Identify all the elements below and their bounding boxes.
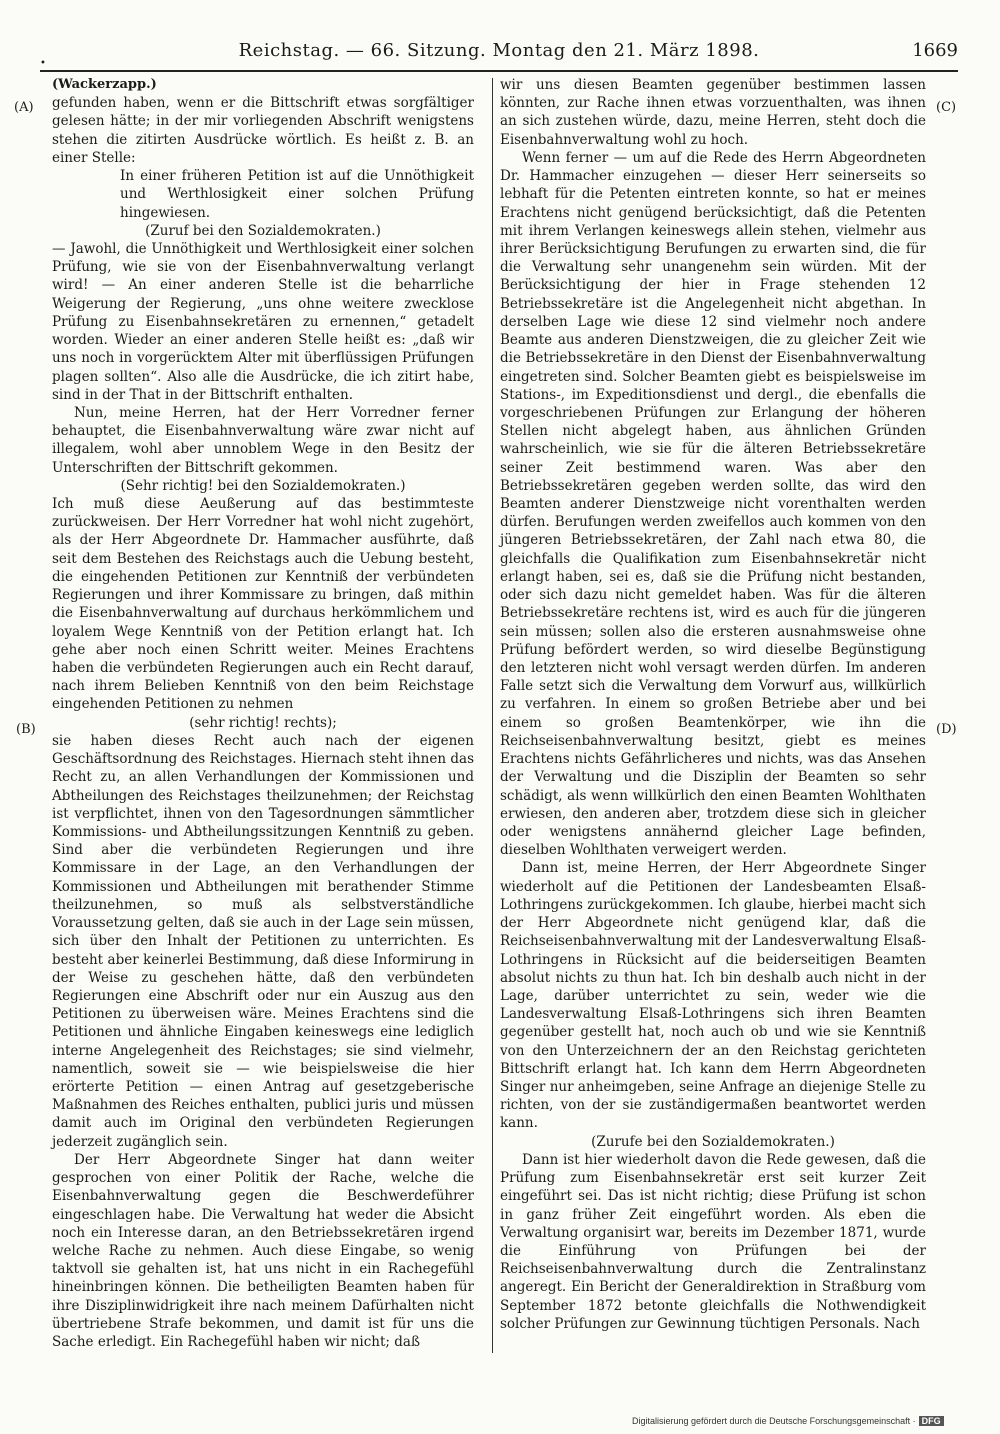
paragraph: Der Herr Abgeordnete Singer hat dann weiter gesprochen von einer Politik der Rache, welche die Eisenbahnverwaltung gegen die Beschwerdeführer eingeschlagen habe. Die Verwaltung hat weder die Absicht noch ein Interesse daran, an den Betriebssekretären irgend welche Rache zu nehmen. Auch diese Eingabe, so wenig taktvoll sie gehalten ist, hat uns nicht in ein Rachegefühl hineinbringen können. Die betheiligten Beamten haben für ihre Disziplinwidrigkeit ihre nach meinem Dafürhalten nicht übertriebene Strafe bekommen, und damit ist für uns die Sache erledigt. Ein Rachegefühl haben wir nicht; daß [52,1151,474,1351]
interjection: (sehr richtig! rechts); [189,714,337,731]
footer-text: Digitalisierung gefördert durch die Deutsche Forschungsgemeinschaft · [632,1416,916,1426]
paragraph: gefunden haben, wenn er die Bittschrift etwas sorgfältiger gelesen hätte; in der mir vorliegenden Abschrift wenigstens stehen die zitirten Ausdrücke wörtlich. Es heißt z. B. an einer Stelle: [52,95,474,166]
paragraph: wir uns diesen Beamten gegenüber bestimmen lassen könnten, zur Rache ihnen etwas vorzuenthalten, was ihnen an sich zustehen würde, dazu, meine Herren, steht doch die Eisenbahnverwaltung wohl zu hoch. [500,77,926,148]
paragraph: Wenn ferner — um auf die Rede des Herrn Abgeordneten Dr. Hammacher einzugehen — dieser Herr seinerseits so lebhaft für die Petenten eintreten konnte, so hat er meines Erachtens nicht genügend berücksichtigt, daß die Petenten mit ihrem Verlangen keineswegs allein stehen, vielmehr aus ihrer Berücksichtigung Berufungen zu erwarten sind, die für die Verwaltung sehr unangenehm sein würden. Mit der Berücksichtigung der hier in Frage stehenden 12 Betriebssekretäre ist die Angelegenheit nicht abgethan. In derselben Lage wie diese 12 sind vielmehr noch andere Beamte aus anderen Dienstzweigen, die zu gleicher Zeit wie die Betriebssekretäre in den Dienst der Eisenbahnverwaltung eingetreten sind. Solcher Beamten giebt es beispielsweise im Stations-, im Expeditionsdienst und dergl., die ebenfalls die vorgeschriebenen Prüfungen zur Erlangung der höheren Stellen nicht abgelegt haben, aus ähnlichen Gründen wahrscheinlich, wie sie für die älteren Betriebssekretäre seiner Zeit bestimmend waren. Was aber den Betriebssekretären gegeben werden sollte, das wird den Beamten anderer Dienstzweige nicht vorenthalten werden dürfen. Berufungen werden zweifellos auch kommen von den jüngeren Betriebssekretären, der Zahl nach etwa 80, die gleichfalls die Qualifikation zum Eisenbahnsekretär nicht erlangt haben, sei es, daß sie die Prüfung nicht bestanden, oder sich dazu nicht gemeldet haben. Was für die älteren Betriebssekretäre rechtens ist, wird es auch für die jüngeren sein müssen; sollen also die ersteren ausnahmsweise ohne Prüfung befördert werden, so wird dieselbe Begünstigung den letzteren nicht wohl versagt werden dürfen. Im anderen Falle setzt sich die Verwaltung dem Vorwurf aus, willkürlich zu verfahren. In einem so großen Betriebe aber und bei einem so großen Beamtenkörper, wie ihn die Reichseisenbahnverwaltung besitzt, giebt es meines Erachtens nichts Gefährlicheres und nichts, was das Ansehen der Verwaltung und die Disziplin der Beamten so sehr schädigt, als wenn willkürlich den einen Beamten Wohlthaten erwiesen, den anderen aber, trotzdem diese sich in gleicher oder wenigstens annähernd gleicher Lage befinden, dieselben Wohlthaten verweigert werden. [500,149,926,859]
interjection: (Sehr richtig! bei den Sozialdemokraten.) [120,477,406,494]
paragraph: sie haben dieses Recht auch nach der eigenen Geschäftsordnung des Reichstages. Hiernach steht ihnen das Recht zu, an allen Verhandlungen der Kommissionen und Abtheilungen des Reichstages theilzunehmen; der Reichstag ist verpflichtet, ihnen von den Tagesordnungen sämmtlicher Kommissions- und Abtheilungssitzungen Kenntniß zu geben. Sind aber die verbündeten Regierungen und ihre Kommissare in der Lage, an den Verhandlungen der Kommissionen und Abtheilungen mit berathender Stimme theilzunehmen, so muß als selbstverständliche Voraussetzung gelten, daß sie auch in der Lage sein müssen, sich über den Inhalt der Petitionen zu unterrichten. Es besteht aber keinerlei Bestimmung, daß diese Informirung in der Weise zu geschehen hätte, daß den verbündeten Regierungen eine Abschrift oder nur ein Auszug aus den Petitionen zu überweisen wäre. Meines Erachtens sind die Petitionen und ähnliche Eingaben keineswegs eine lediglich interne Angelegenheit des Reichstages; sie sind vielmehr, namentlich, soweit sie — wie beispielsweise die hier erörterte Petition — einen Antrag auf gesetzgeberische Maßnahmen des Reiches enthalten, publici juris und müssen damit auch im Original den verbündeten Regierungen jederzeit zugänglich sein. [52,732,474,1150]
paragraph: Nun, meine Herren, hat der Herr Vorredner ferner behauptet, die Eisenbahnverwaltung wäre zwar nicht auf illegalem, wohl aber unnoblem Wege in den Besitz der Unterschriften der Bittschrift gekommen. [52,404,474,476]
interjection: (Zuruf bei den Sozialdemokraten.) [145,222,381,239]
quotation: In einer früheren Petition ist auf die Unnöthigkeit und Werthlosigkeit einer solchen Prüfung hingewiesen. [120,168,474,221]
paragraph: Dann ist, meine Herren, der Herr Abgeordnete Singer wiederholt auf die Petitionen der Landesbeamten Elsaß-Lothringens zurückgekommen. Ich glaube, hierbei macht sich der Herr Abgeordnete nicht genügend klar, daß die Reichseisenbahnverwaltung mit der Landesverwaltung Elsaß-Lothringens in Rücksicht auf die beiderseitigen Beamten absolut nichts zu thun hat. Ich bin deshalb auch nicht in der Lage, darüber unterrichtet zu sein, weder wie die Landesverwaltung Elsaß-Lothringens sich ihren Beamten gegenüber gestellt hat, noch auch ob und wie sie Kenntniß von den Unterzeichnern der an den Reichstag gerichteten Bittschrift erlangt hat. Ich kann dem Herrn Abgeordneten Singer nur anheimgeben, seine Anfrage an diejenige Stelle zu richten, von der sie zuständigermaßen beantwortet werden kann. [500,860,926,1132]
page-number: 1669 [912,40,958,61]
interjection: (Zurufe bei den Sozialdemokraten.) [591,1133,835,1150]
margin-mark-a: (A) [14,100,34,115]
margin-dot: • [40,58,46,69]
running-header [40,40,958,70]
column-divider [492,78,493,1353]
left-column [52,76,474,1351]
paragraph: Dann ist hier wiederholt davon die Rede gewesen, daß die Prüfung zum Eisenbahnsekretär erst seit kurzer Zeit eingeführt sei. Das ist nicht richtig; diese Prüfung ist schon in ganz früher Zeit eingeführt worden. Als eben die Verwaltung organisirt war, bereits im Dezember 1871, wurde die Einführung von Prüfungen bei der Reichseisenbahnverwaltung durch die Zentralinstanz angeregt. Ein Bericht der Generaldirektion in Straßburg vom September 1872 betonte gleichfalls die Nothwendigkeit solcher Prüfungen zur Gewinnung tüchtigen Personals. Nach [500,1151,926,1332]
paragraph: — Jawohl, die Unnöthigkeit und Werthlosigkeit einer solchen Prüfung, wie sie von der Eisenbahnverwaltung verlangt wird! — An einer anderen Stelle ist die beharrliche Weigerung der Regierung, „uns ohne weitere zwecklose Prüfung zu Eisenbahnsekretären zu ernennen,“ getadelt worden. Wieder an einer anderen Stelle heißt es: „daß wir uns noch in vorgerücktem Alter mit überflüssigen Prüfungen plagen sollten“. Also alle die Ausdrücke, die ich zitirt habe, sind in der That in der Bittschrift enthalten. [52,240,474,403]
margin-mark-d: (D) [936,722,957,737]
paragraph: Ich muß diese Aeußerung auf das bestimmteste zurückweisen. Der Herr Vorredner hat wohl nicht zugehört, als der Herr Abgeordnete Dr. Hammacher ausführte, daß seit dem Bestehen des Reichstags auch die Uebung besteht, die eingehenden Petitionen zur Kenntniß der verbündeten Regierungen und ihrer Kommissare zu bringen, daß mithin die Eisenbahnverwaltung auf durchaus herkömmlichem und loyalem Wege Kenntniß von der Petition erlangt hat. Ich gehe aber noch einen Schritt weiter. Meines Erachtens haben die verbündeten Regierungen auch ein Recht darauf, nach ihrem Belieben Kenntniß von den beim Reichstage eingehenden Petitionen zu nehmen [52,496,474,713]
page-title: Reichstag. — 66. Sitzung. Montag den 21. März 1898. [238,40,760,61]
digitization-footer [632,1416,944,1426]
margin-mark-b: (B) [16,722,36,737]
header-rule [40,70,958,72]
dfg-logo: DFG [919,1416,944,1426]
margin-mark-c: (C) [936,100,957,115]
speaker-name: (Wackerzapp.) [52,77,157,92]
right-column [500,76,926,1333]
